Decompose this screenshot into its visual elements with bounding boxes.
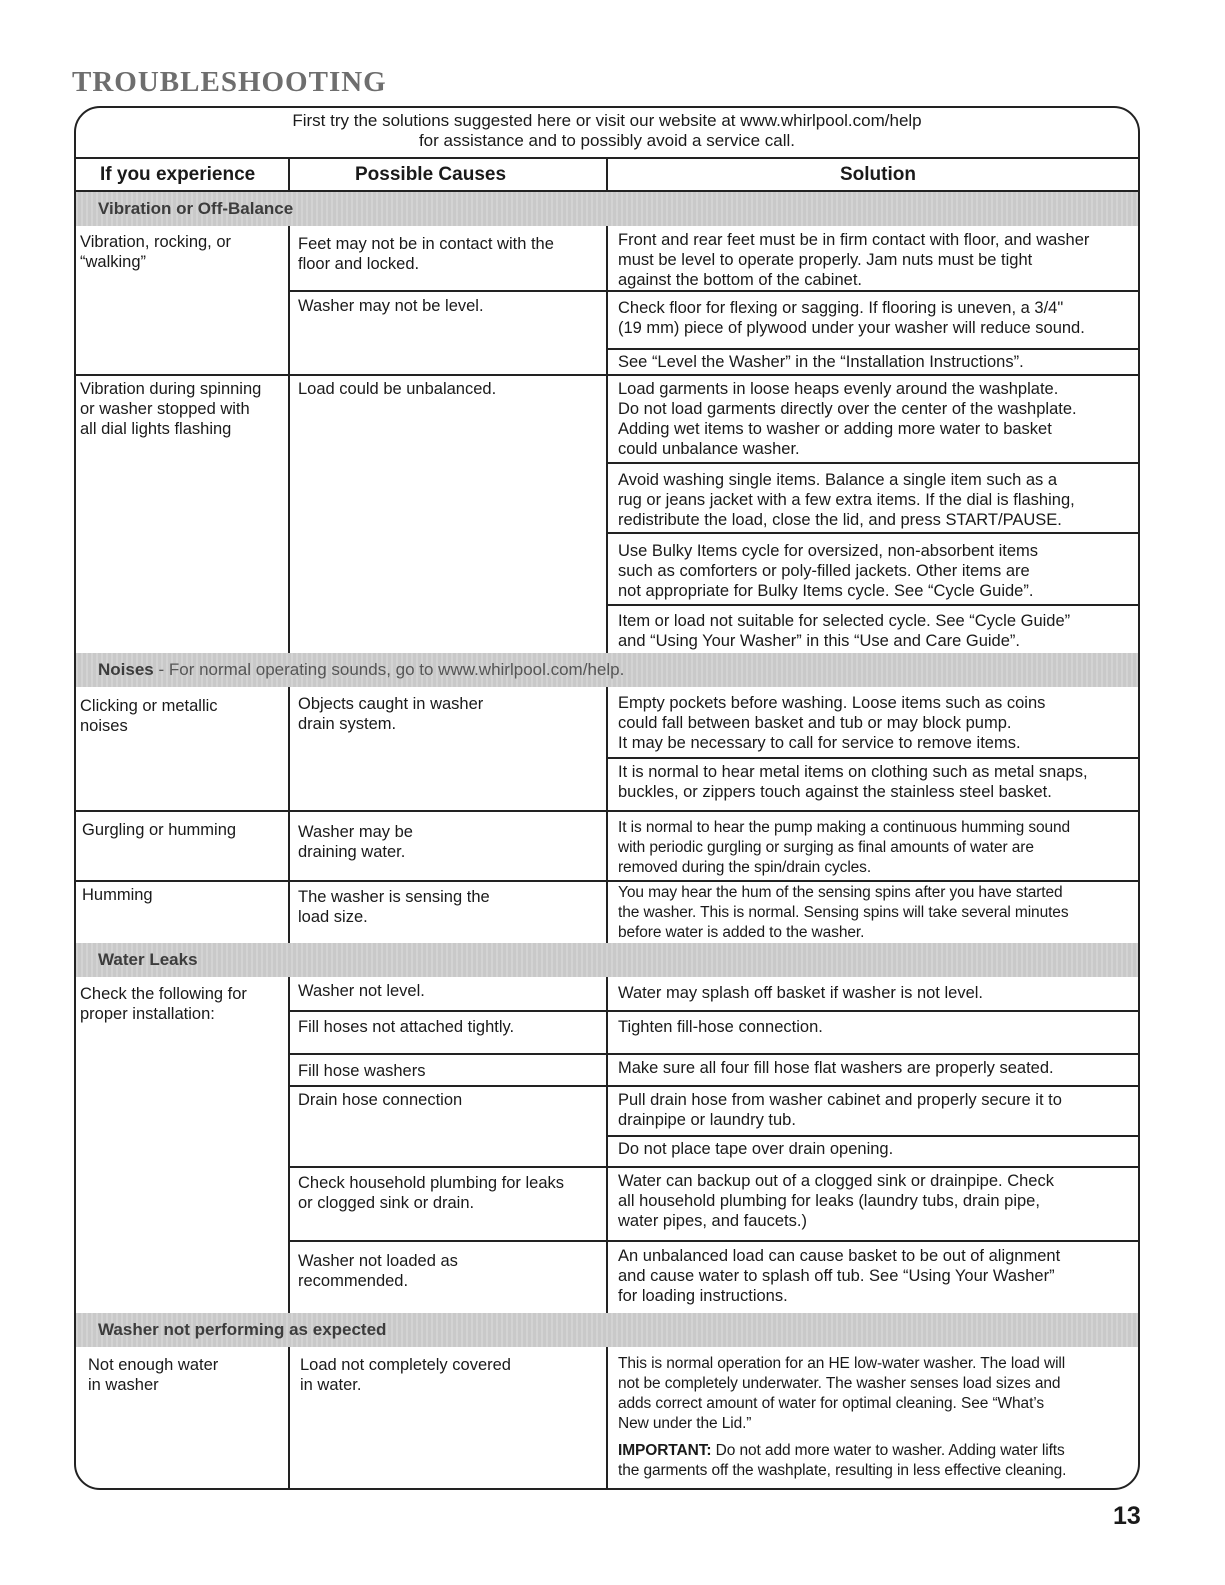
row-divider: [606, 462, 1138, 464]
row-divider: [76, 880, 1138, 882]
cause-cell: Washer may not be level.: [298, 297, 484, 315]
row-divider: [76, 810, 1138, 812]
experience-cell: Check the following for proper installation:: [80, 985, 247, 1023]
section-band-performing: [76, 1313, 1138, 1347]
column-header-solution: Solution: [840, 164, 916, 185]
section-band-vibration: [76, 192, 1138, 226]
section-band-leaks: [76, 943, 1138, 977]
solution-cell: Water may splash off basket if washer is not level.: [618, 984, 983, 1002]
solution-cell: Use Bulky Items cycle for oversized, non-absorbent items such as comforters or poly-filled jackets. Other items are not appropriate for Bulky Items cycle. See “Cycle Guide”.: [618, 542, 1039, 600]
solution-cell: Pull drain hose from washer cabinet and properly secure it to drainpipe or laundry tub.: [618, 1091, 1062, 1129]
row-divider: [606, 757, 1138, 759]
intro-line-2: for assistance and to possibly avoid a service call.: [418, 131, 796, 150]
solution-cell: Load garments in loose heaps evenly around the washplate. Do not load garments directly over the center of the washplate. Adding wet items to washer or adding more water to basket could unbalance washer.: [618, 380, 1077, 458]
row-divider: [606, 348, 1138, 350]
solution-cell: Check floor for flexing or sagging. If flooring is uneven, a 3/4" (19 mm) piece of plywood under your washer will reduce sound.: [618, 299, 1085, 337]
section-title-vibration: Vibration or Off-Balance: [98, 199, 294, 218]
important-text: Do not add more water to washer. Adding water lifts the garments off the washplate, resulting in less effective cleaning.: [618, 1442, 1067, 1479]
important-label: IMPORTANT:: [618, 1442, 712, 1459]
column-divider-1: [288, 157, 290, 1490]
solution-cell: It is normal to hear the pump making a continuous humming sound with periodic gurgling or surging as final amounts of water are removed during the spin/drain cycles.: [618, 819, 1071, 876]
row-divider: [606, 532, 1138, 534]
experience-cell: Humming: [82, 886, 153, 904]
cause-cell: Washer not loaded as recommended.: [298, 1252, 458, 1290]
page-title: TROUBLESHOOTING: [72, 66, 387, 98]
solution-cell: This is normal operation for an HE low-water washer. The load will not be completely underwater. The washer senses load sizes and adds correct amount of water for optimal cleaning. See “What’s New under the Lid.”: [618, 1355, 1066, 1432]
cause-cell: Objects caught in washer drain system.: [298, 695, 484, 733]
solution-cell: You may hear the hum of the sensing spins after you have started the washer. This is normal. Sensing spins will take several minutes before water is added to the washer.: [618, 884, 1069, 941]
cause-cell: Washer may be draining water.: [298, 823, 413, 861]
cause-cell: Load not completely covered in water.: [300, 1356, 511, 1394]
solution-cell: Water can backup out of a clogged sink or drainpipe. Check all household plumbing for leaks (laundry tubs, drain pipe, water pipes, and faucets.): [618, 1172, 1054, 1230]
column-header-experience: If you experience: [100, 164, 256, 185]
row-divider: [288, 1010, 1138, 1012]
intro-line-1: First try the solutions suggested here or visit our website at www.whirlpool.com/help: [292, 111, 922, 130]
solution-cell: Make sure all four fill hose flat washers are properly seated.: [618, 1059, 1054, 1077]
experience-cell: Clicking or metallic noises: [80, 697, 218, 735]
solution-cell: Do not place tape over drain opening.: [618, 1140, 894, 1158]
solution-cell: Front and rear feet must be in firm contact with floor, and washer must be level to operate properly. Jam nuts must be tight against the bottom of the cabinet.: [618, 231, 1090, 289]
solution-cell: See “Level the Washer” in the “Installation Instructions”.: [618, 353, 1024, 371]
cause-cell: Drain hose connection: [298, 1091, 463, 1109]
row-divider: [288, 1166, 1138, 1168]
section-title-leaks: Water Leaks: [98, 950, 198, 969]
noises-note: - For normal operating sounds, go to www.whirlpool.com/help.: [153, 660, 625, 679]
row-divider: [606, 604, 1138, 606]
solution-cell: An unbalanced load can cause basket to be out of alignment and cause water to splash off tub. See “Using Your Washer” for loading instructions.: [618, 1247, 1061, 1305]
cause-cell: Fill hose washers: [298, 1062, 426, 1080]
experience-cell: Vibration during spinning or washer stopped with all dial lights flashing: [80, 380, 262, 438]
section-title-performing: Washer not performing as expected: [98, 1320, 387, 1339]
experience-cell: Gurgling or humming: [82, 821, 237, 839]
column-divider-2: [606, 157, 608, 1490]
section-band-noises: [76, 653, 1138, 687]
solution-cell: Avoid washing single items. Balance a single item such as a rug or jeans jacket with a few extra items. If the dial is flashing, redistribute the load, close the lid, and press START/PAUSE.: [618, 471, 1075, 529]
solution-cell: It is normal to hear metal items on clothing such as metal snaps, buckles, or zippers touch against the stainless steel basket.: [618, 763, 1088, 801]
row-divider: [288, 1240, 1138, 1242]
experience-cell: Not enough water in washer: [88, 1356, 219, 1394]
cause-cell: The washer is sensing the load size.: [298, 888, 490, 926]
row-divider: [288, 1053, 1138, 1055]
noises-label: Noises: [98, 660, 154, 679]
section-title-noises: [98, 660, 624, 680]
intro-text: [74, 111, 1140, 151]
page-number: 13: [1113, 1502, 1141, 1530]
row-divider: [76, 374, 1138, 376]
row-divider: [288, 290, 1138, 292]
cause-cell: Feet may not be in contact with the floor and locked.: [298, 235, 554, 273]
row-divider: [288, 1085, 1138, 1087]
cause-cell: Load could be unbalanced.: [298, 380, 497, 398]
solution-cell: Item or load not suitable for selected cycle. See “Cycle Guide” and “Using Your Washer” in this “Use and Care Guide”.: [618, 612, 1071, 650]
solution-cell: Empty pockets before washing. Loose items such as coins could fall between basket and tub or may block pump. It may be necessary to call for service to remove items.: [618, 694, 1046, 752]
cause-cell: Washer not level.: [298, 982, 425, 1000]
row-divider: [606, 1135, 1138, 1137]
solution-cell: Tighten fill-hose connection.: [618, 1018, 823, 1036]
important-note: [618, 1441, 1066, 1481]
cause-cell: Check household plumbing for leaks or clogged sink or drain.: [298, 1174, 564, 1212]
cause-cell: Fill hoses not attached tightly.: [298, 1018, 515, 1036]
experience-cell: Vibration, rocking, or “walking”: [80, 233, 232, 271]
column-header-causes: Possible Causes: [355, 164, 507, 185]
